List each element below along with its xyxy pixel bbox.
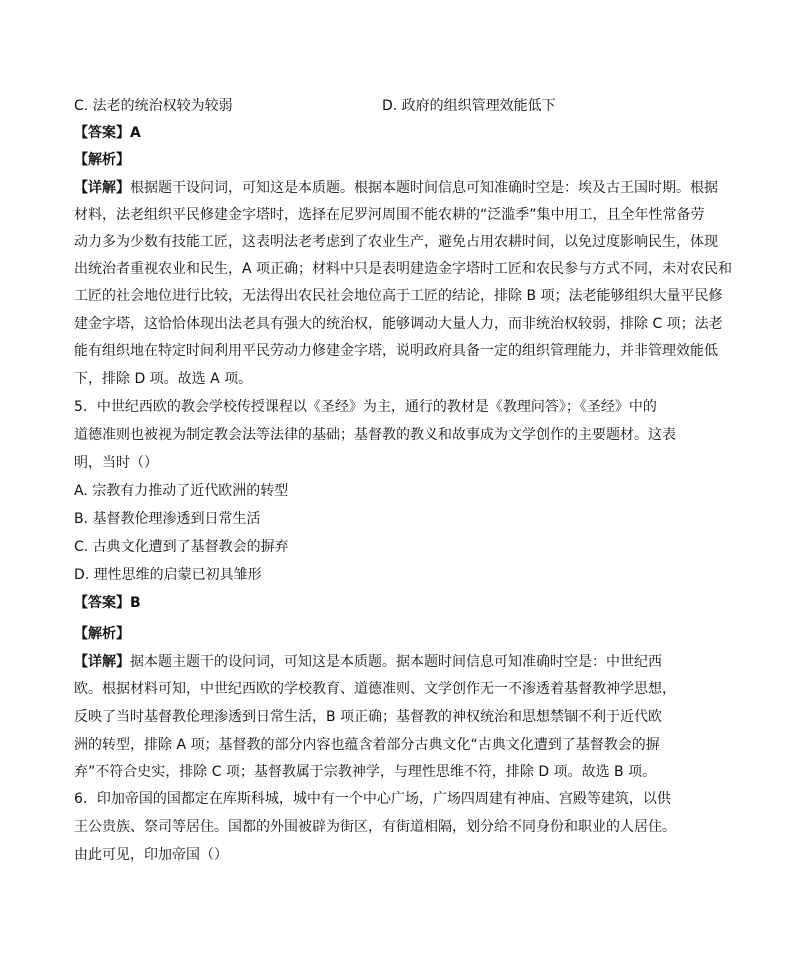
answer-label: 【答案】 bbox=[74, 595, 130, 611]
answer-value: A bbox=[130, 125, 141, 141]
q4-detail-line-1: 材料，法老组织平民修建金字塔时，选择在尼罗河周围不能农耕的“泛滥季”集中用工，且全年性常备劳 bbox=[74, 207, 705, 223]
q4-detail-line-0 bbox=[74, 179, 718, 197]
q5-stem-line-0: 5．中世纪西欧的教会学校传授课程以《圣经》为主，通行的教材是《教理问答》；《圣经》中的 bbox=[74, 399, 657, 415]
q6-stem-line-2: 由此可见，印加帝国（） bbox=[74, 847, 228, 863]
q4-answer bbox=[74, 124, 141, 142]
answer-label: 【答案】 bbox=[74, 125, 130, 141]
q4-detail-line-6: 能有组织地在特定时间利用平民劳动力修建金字塔，说明政府具备一定的组织管理能力，并非管理效能低 bbox=[74, 343, 718, 359]
answer-value: B bbox=[130, 595, 141, 611]
q5-option-a: A. 宗教有力推动了近代欧洲的转型 bbox=[74, 483, 289, 499]
q4-analysis-label: 【解析】 bbox=[74, 152, 130, 168]
q5-answer bbox=[74, 594, 141, 612]
detail-label: 【详解】 bbox=[74, 180, 130, 196]
q5-stem-line-1: 道德准则也被视为制定教会法等法律的基础；基督教的教义和故事成为文学创作的主要题材。这表 bbox=[74, 427, 676, 443]
q4-detail-line-2: 动力多为少数有技能工匠，这表明法老考虑到了农业生产，避免占用农耕时间，以免过度影响民生，体现 bbox=[74, 234, 718, 250]
q5-detail-line-1: 欧。根据材料可知，中世纪西欧的学校教育、道德准则、文学创作无一不渗透着基督教神学思想， bbox=[74, 681, 676, 697]
q4-detail-line-4: 工匠的社会地位进行比较，无法得出农民社会地位高于工匠的结论，排除 B 项；法老能够组织大量平民修 bbox=[74, 288, 723, 304]
detail-text: 据本题主题干的设问词，可知这是本质题。据本题时间信息可知准确时空是：中世纪西 bbox=[130, 654, 662, 670]
detail-text: 根据题干设问词，可知这是本质题。根据本题时间信息可知准确时空是：埃及古王国时期。根据 bbox=[130, 180, 718, 196]
q4-detail-line-7: 下，排除 D 项。故选 A 项。 bbox=[74, 371, 253, 387]
q5-detail-line-3: 洲的转型，排除 A 项；基督教的部分内容也蕴含着部分古典文化“古典文化遭到了基督教会的摒 bbox=[74, 737, 660, 753]
q5-stem-line-2: 明，当时（） bbox=[74, 455, 158, 471]
q5-analysis-label: 【解析】 bbox=[74, 626, 130, 642]
q6-stem-line-1: 王公贵族、祭司等居住。国都的外围被辟为街区，有街道相隔，划分给不同身份和职业的人居住。 bbox=[74, 819, 676, 835]
q5-option-b: B. 基督教伦理渗透到日常生活 bbox=[74, 511, 261, 527]
q5-detail-line-2: 反映了当时基督教伦理渗透到日常生活，B 项正确；基督教的神权统治和思想禁锢不利于近代欧 bbox=[74, 709, 663, 725]
q5-option-c: C. 古典文化遭到了基督教会的摒弃 bbox=[74, 539, 289, 555]
q6-stem-line-0: 6．印加帝国的国都定在库斯科城，城中有一个中心广场，广场四周建有神庙、宫殿等建筑，以供 bbox=[74, 791, 671, 807]
q4-option-c: C. 法老的统治权较为较弱 bbox=[74, 98, 233, 114]
q4-detail-line-3: 出统治者重视农业和民生，A 项正确；材料中只是表明建造金字塔时工匠和农民参与方式不同，未对农民和 bbox=[74, 261, 733, 277]
q4-option-d: D. 政府的组织管理效能低下 bbox=[382, 98, 556, 114]
q4-option-c-row bbox=[74, 97, 233, 115]
q5-detail-line-0 bbox=[74, 653, 662, 671]
q4-detail-line-5: 建金字塔，这恰恰体现出法老具有强大的统治权，能够调动大量人力，而非统治权较弱，排除 C 项；法老 bbox=[74, 316, 723, 332]
q5-detail-line-4: 弃”不符合史实，排除 C 项；基督教属于宗教神学，与理性思维不符，排除 D 项。故选 B 项。 bbox=[74, 764, 657, 780]
detail-label: 【详解】 bbox=[74, 654, 130, 670]
q5-option-d: D. 理性思维的启蒙已初具雏形 bbox=[74, 567, 262, 583]
